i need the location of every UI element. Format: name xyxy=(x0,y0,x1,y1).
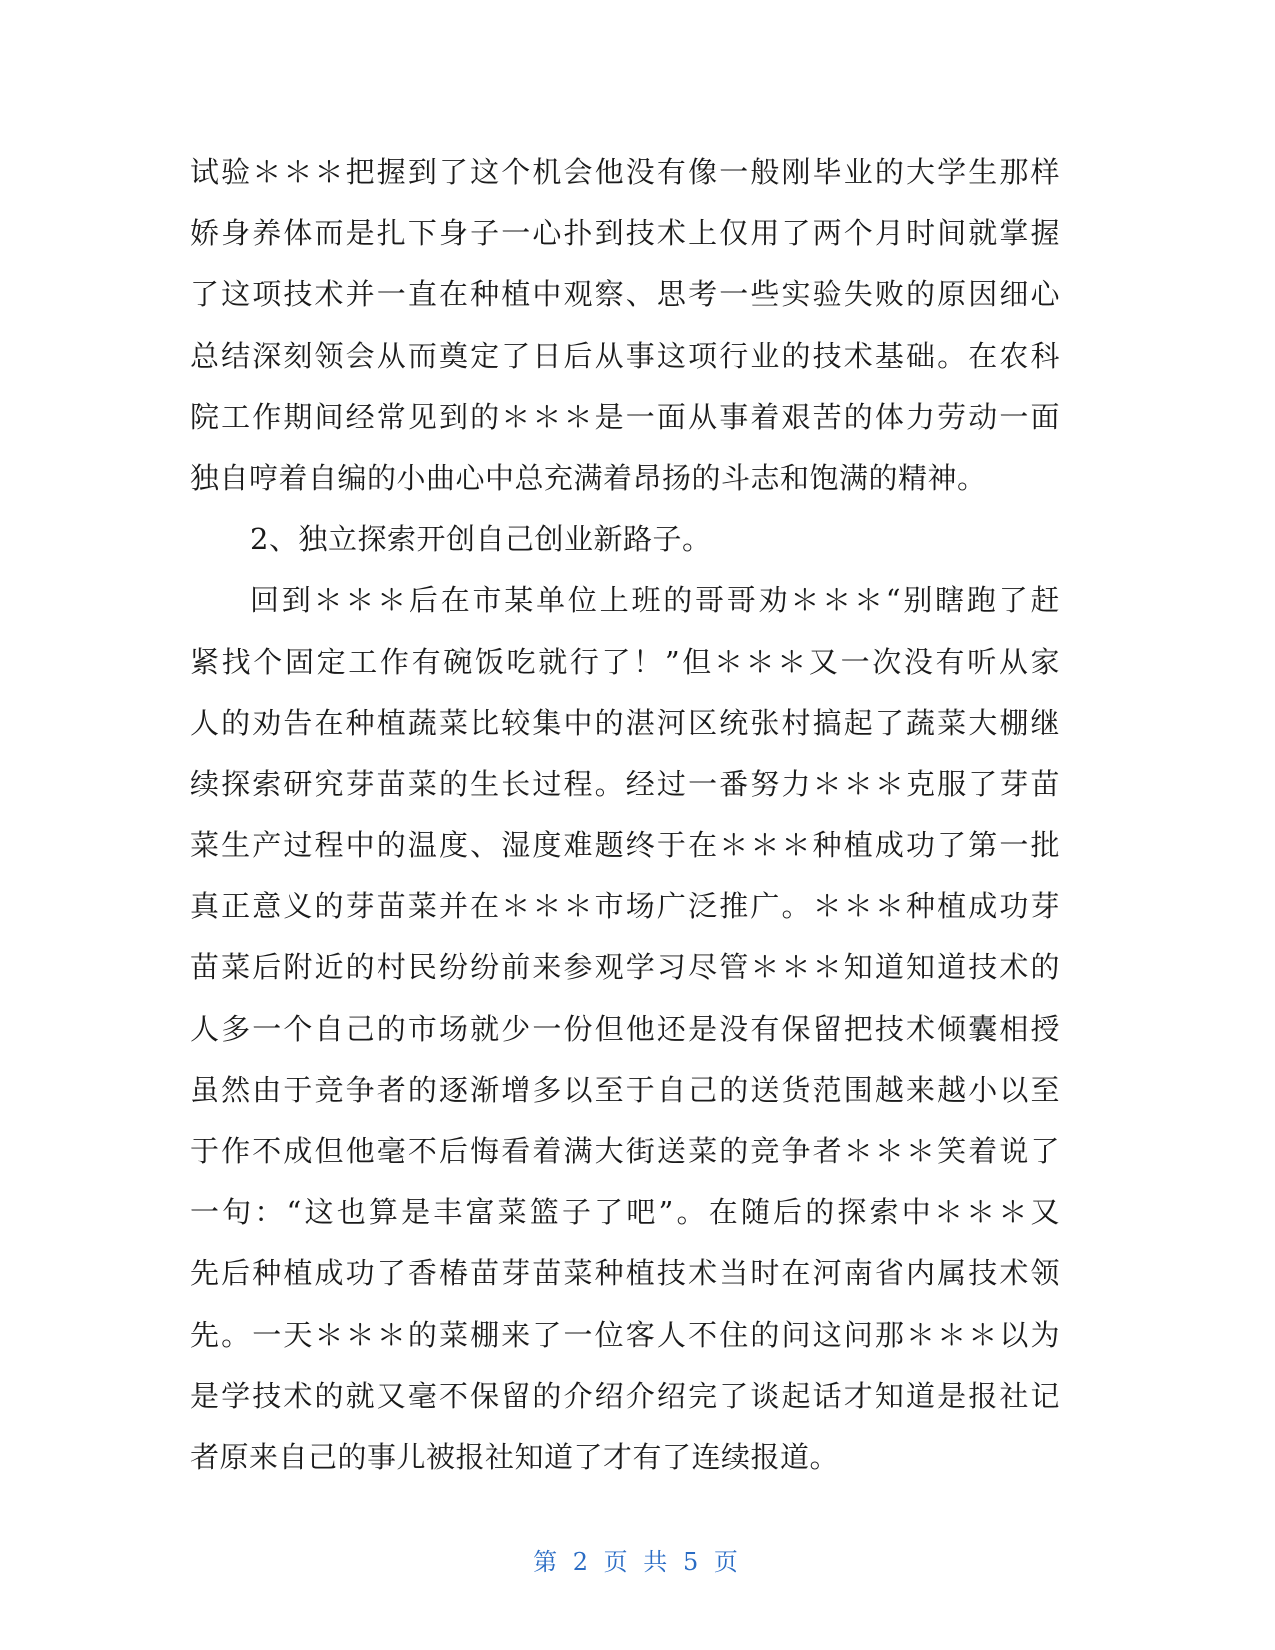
text-line: 独自哼着自编的小曲心中总充满着昂扬的斗志和饱满的精神。 xyxy=(190,460,987,495)
text-line: 一句：“这也算是丰富菜篮子了吧”。在随后的探索中＊＊＊又 xyxy=(190,1195,1060,1230)
page-number: 第 2 页 共 5 页 xyxy=(533,1548,742,1576)
text-line: 苗菜后附近的村民纷纷前来参观学习尽管＊＊＊知道知道技术的 xyxy=(190,950,1060,985)
text-line: 娇身养体而是扎下身子一心扑到技术上仅用了两个月时间就掌握 xyxy=(190,216,1060,251)
text-line: 虽然由于竞争者的逐渐增多以至于自己的送货范围越来越小以至 xyxy=(190,1072,1060,1107)
text-line: 者原来自己的事儿被报社知道了才有了连续报道。 xyxy=(190,1439,840,1474)
text-line: 院工作期间经常见到的＊＊＊是一面从事着艰苦的体力劳动一面 xyxy=(190,399,1060,434)
text-line: 于作不成但他毫不后悔看着满大街送菜的竞争者＊＊＊笑着说了 xyxy=(190,1134,1060,1168)
text-line: 真正意义的芽苗菜并在＊＊＊市场广泛推广。＊＊＊种植成功芽 xyxy=(190,889,1060,924)
text-line: 人多一个自己的市场就少一份但他还是没有保留把技术倾囊相授 xyxy=(190,1011,1060,1046)
text-line: 了这项技术并一直在种植中观察、思考一些实验失败的原因细心 xyxy=(190,277,1060,312)
text-line: 总结深刻领会从而奠定了日后从事这项行业的技术基础。在农科 xyxy=(190,338,1060,373)
text-line: 人的劝告在种植蔬菜比较集中的湛河区统张村搞起了蔬菜大棚继 xyxy=(190,705,1060,740)
text-line: 先后种植成功了香椿苗芽苗菜种植技术当时在河南省内属技术领 xyxy=(190,1256,1060,1291)
text-line: 菜生产过程中的温度、湿度难题终于在＊＊＊种植成功了第一批 xyxy=(190,828,1060,863)
section-heading-text: 2、独立探索开创自己创业新路子。 xyxy=(250,522,712,557)
text-line: 回到＊＊＊后在市某单位上班的哥哥劝＊＊＊“别瞎跑了赶 xyxy=(250,583,1060,618)
page-body xyxy=(190,142,1060,1488)
paragraph-1 xyxy=(190,142,1060,509)
section-heading-2 xyxy=(190,509,1060,570)
text-line: 试验＊＊＊把握到了这个机会他没有像一般刚毕业的大学生那样 xyxy=(190,155,1060,189)
text-line: 先。一天＊＊＊的菜棚来了一位客人不住的问这问那＊＊＊以为 xyxy=(190,1317,1060,1352)
text-line: 紧找个固定工作有碗饭吃就行了！”但＊＊＊又一次没有听从家 xyxy=(190,644,1060,679)
text-line: 是学技术的就又毫不保留的介绍介绍完了谈起话才知道是报社记 xyxy=(190,1378,1060,1413)
paragraph-3 xyxy=(190,570,1060,1488)
text-line: 续探索研究芽苗菜的生长过程。经过一番努力＊＊＊克服了芽苗 xyxy=(190,766,1060,801)
